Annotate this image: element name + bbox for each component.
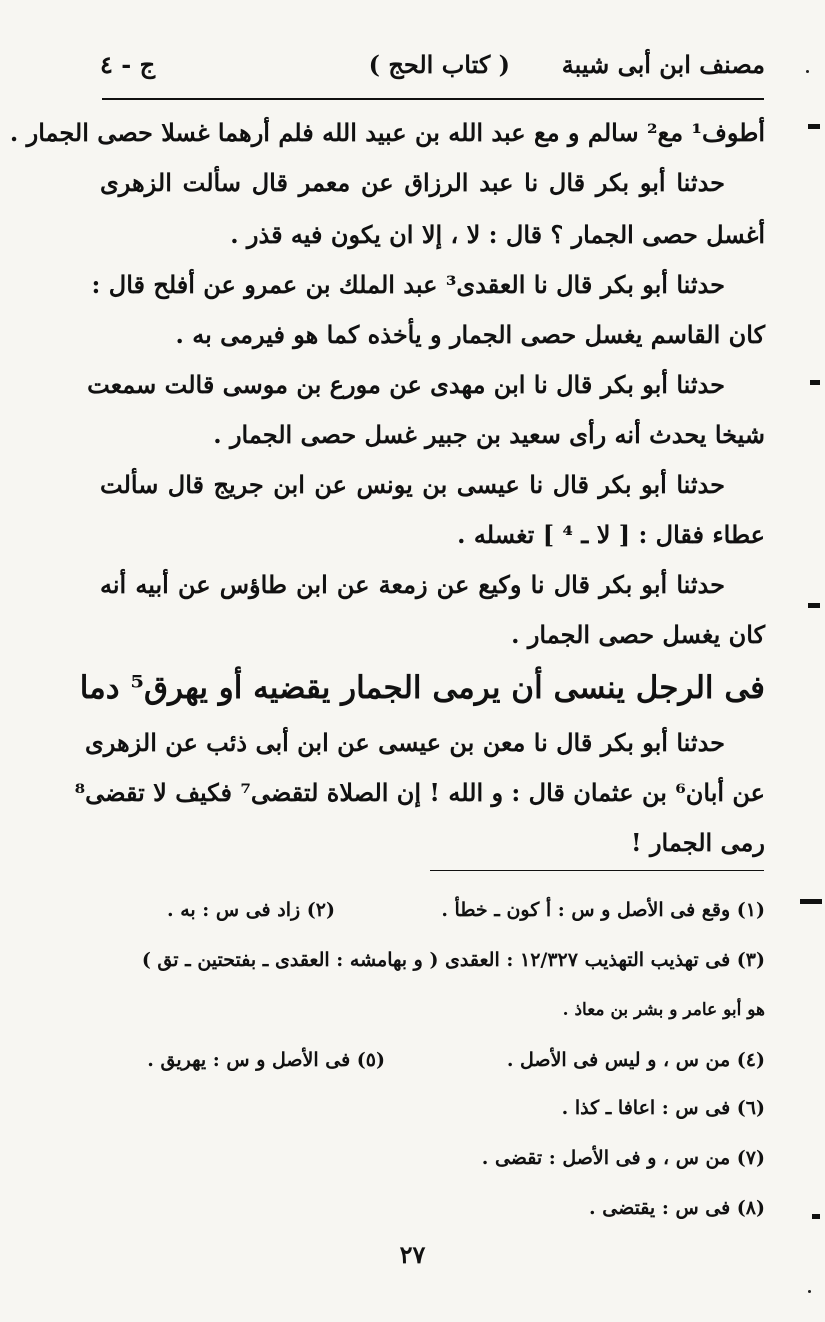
- body-line: كان القاسم يغسل حصى الجمار و يأخذه كما هو فيرمى به .: [175, 320, 765, 349]
- ink-speck: [808, 1290, 811, 1293]
- footnote-2: (٢) زاد فى س : به .: [166, 899, 335, 921]
- margin-mark: [808, 603, 820, 608]
- footnote-4: (٤) من س ، و ليس فى الأصل .: [506, 1049, 765, 1071]
- footnote-row: [100, 1045, 765, 1075]
- body-line: حدثنا أبو بكر قال نا عبد الرزاق عن معمر قال سألت الزهرى: [100, 168, 725, 197]
- body-line: حدثنا أبو بكر قال نا ابن مهدى عن مورع بن موسى قالت سمعت: [87, 370, 725, 399]
- body-line: حدثنا أبو بكر قال نا وكيع عن زمعة عن ابن طاؤس عن أبيه أنه: [100, 570, 725, 599]
- margin-mark: [812, 1214, 820, 1219]
- body-line: عطاء فقال : [ لا ـ ⁴ ] تغسله .: [457, 520, 765, 549]
- footnote-5: (٥) فى الأصل و س : يهريق .: [147, 1049, 385, 1071]
- footnote-7: (٧) من س ، و فى الأصل : تقضى .: [481, 1147, 765, 1169]
- chapter-title: ( كتاب الحج ): [368, 50, 510, 79]
- footnote-3-cont: هو أبو عامر و بشر بن معاذ .: [562, 1000, 765, 1020]
- body-line: عن أبان⁶ بن عثمان قال : و الله ! إن الصلاة لتقضى⁷ فكيف لا تقضى⁸: [74, 778, 765, 807]
- footnote-6: (٦) فى س : اعافا ـ كذا .: [561, 1097, 765, 1119]
- ink-speck: [806, 70, 809, 73]
- body-line: حدثنا أبو بكر قال نا العقدى³ عبد الملك بن عمرو عن أفلح قال :: [91, 270, 725, 299]
- running-header: [100, 50, 765, 94]
- footnote-row: [100, 895, 765, 925]
- section-heading: فى الرجل ينسى أن يرمى الجمار يقضيه أو يهرق⁵ دما: [79, 670, 765, 706]
- margin-mark: [808, 124, 820, 129]
- book-title: مصنف ابن أبى شيبة: [561, 50, 765, 79]
- page-number: ٢٧: [399, 1240, 426, 1269]
- footnote-8: (٨) فى س : يقتضى .: [589, 1197, 765, 1219]
- footnote-rule: [430, 870, 764, 871]
- body-line: شيخا يحدث أنه رأى سعيد بن جبير غسل حصى الجمار .: [213, 420, 765, 449]
- body-line: رمى الجمار !: [631, 828, 765, 857]
- margin-mark: [810, 380, 820, 385]
- volume-number: ج - ٤: [100, 50, 156, 79]
- body-line: كان يغسل حصى الجمار .: [511, 620, 765, 649]
- body-line: أغسل حصى الجمار ؟ قال : لا ، إلا ان يكون فيه قذر .: [230, 220, 765, 249]
- footnote-3: (٣) فى تهذيب التهذيب ١٢/٣٢٧ : العقدى ( و بهامشه : العقدى ـ بفتحتين ـ تق ): [141, 949, 765, 971]
- body-line: حدثنا أبو بكر قال نا عيسى بن يونس عن ابن جريج قال سألت: [100, 470, 725, 499]
- footnote-1: (١) وقع فى الأصل و س : أ كون ـ خطأ .: [441, 899, 765, 921]
- body-line: حدثنا أبو بكر قال نا معن بن عيسى عن ابن أبى ذئب عن الزهرى: [84, 728, 725, 757]
- header-rule: [102, 98, 764, 100]
- margin-mark: [800, 899, 822, 904]
- body-line: أطوف¹ مع² سالم و مع عبد الله بن عبيد الله فلم أرهما غسلا حصى الجمار .: [9, 118, 765, 147]
